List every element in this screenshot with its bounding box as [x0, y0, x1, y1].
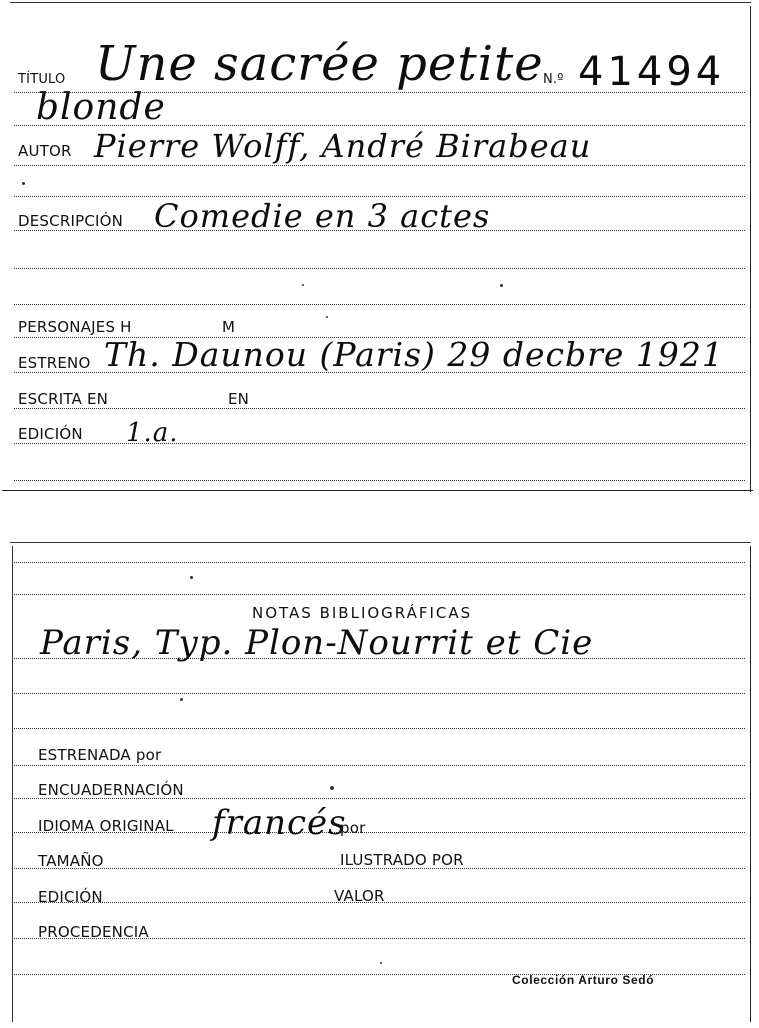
rule-line — [14, 268, 745, 269]
estrenada-por-label: ESTRENADA por — [38, 746, 162, 764]
encuadernacion-label: ENCUADERNACIÓN — [38, 781, 184, 799]
estreno-label: ESTRENO — [18, 354, 91, 372]
titulo-value-line1: Une sacrée petite — [95, 36, 544, 92]
catalog-card-front — [0, 0, 759, 498]
ink-speck — [380, 962, 382, 964]
card-top-border — [10, 2, 751, 3]
tamano-label: TAMAÑO — [38, 852, 104, 870]
valor-label: VALOR — [334, 887, 385, 905]
edicion-label: EDICIÓN — [18, 425, 83, 443]
edicion-label: EDICIÓN — [38, 888, 103, 906]
ink-speck — [180, 698, 183, 701]
ink-speck — [302, 284, 304, 286]
autor-label: AUTOR — [18, 142, 72, 160]
personajes-label: PERSONAJES H — [18, 318, 132, 336]
rule-line — [14, 562, 745, 563]
notas-bibliograficas-header: NOTAS BIBLIOGRÁFICAS — [252, 604, 473, 622]
personajes-m-label: M — [222, 318, 236, 336]
rule-line — [14, 408, 745, 409]
numero-value: 41494 — [578, 49, 726, 95]
ink-speck — [190, 576, 193, 579]
rule-line — [14, 765, 745, 766]
ink-speck — [22, 182, 25, 185]
catalog-card-back — [0, 540, 759, 1028]
notas-value: Paris, Typ. Plon-Nourrit et Cie — [40, 623, 594, 663]
idioma-original-label: IDIOMA ORIGINAL — [38, 817, 174, 835]
descripcion-label: DESCRIPCIÓN — [18, 212, 124, 230]
coleccion-footer: Colección Arturo Sedó — [512, 973, 655, 987]
rule-line — [14, 304, 745, 305]
descripcion-value: Comedie en 3 actes — [154, 197, 491, 235]
numero-label: N.º — [543, 72, 564, 87]
ink-speck — [330, 786, 334, 790]
rule-line — [14, 728, 745, 729]
card-left-border — [12, 546, 13, 1022]
rule-line — [14, 480, 745, 481]
ink-speck — [500, 284, 503, 287]
titulo-value-line2: blonde — [36, 87, 166, 128]
rule-line — [14, 594, 745, 595]
card-right-border — [750, 546, 751, 1022]
escrita-en-label: ESCRITA EN — [18, 390, 109, 408]
ilustrado-por-label: ILUSTRADO POR — [340, 851, 464, 869]
titulo-label: TÍTULO — [18, 72, 66, 87]
edicion-value: 1.a. — [126, 418, 179, 448]
procedencia-label: PROCEDENCIA — [38, 923, 149, 941]
idioma-por-label: por — [340, 819, 366, 837]
rule-line — [14, 165, 745, 166]
estreno-value: Th. Daunou (Paris) 29 decbre 1921 — [104, 335, 724, 374]
idioma-original-value: francés — [212, 803, 347, 843]
rule-line — [14, 693, 745, 694]
rule-line — [14, 443, 745, 444]
card-bottom-border — [2, 490, 753, 491]
card-right-border — [750, 6, 751, 492]
autor-value: Pierre Wolff, André Birabeau — [94, 127, 592, 165]
escrita-en-en-label: EN — [228, 390, 250, 408]
card-top-border — [10, 542, 751, 543]
ink-speck — [326, 316, 328, 318]
